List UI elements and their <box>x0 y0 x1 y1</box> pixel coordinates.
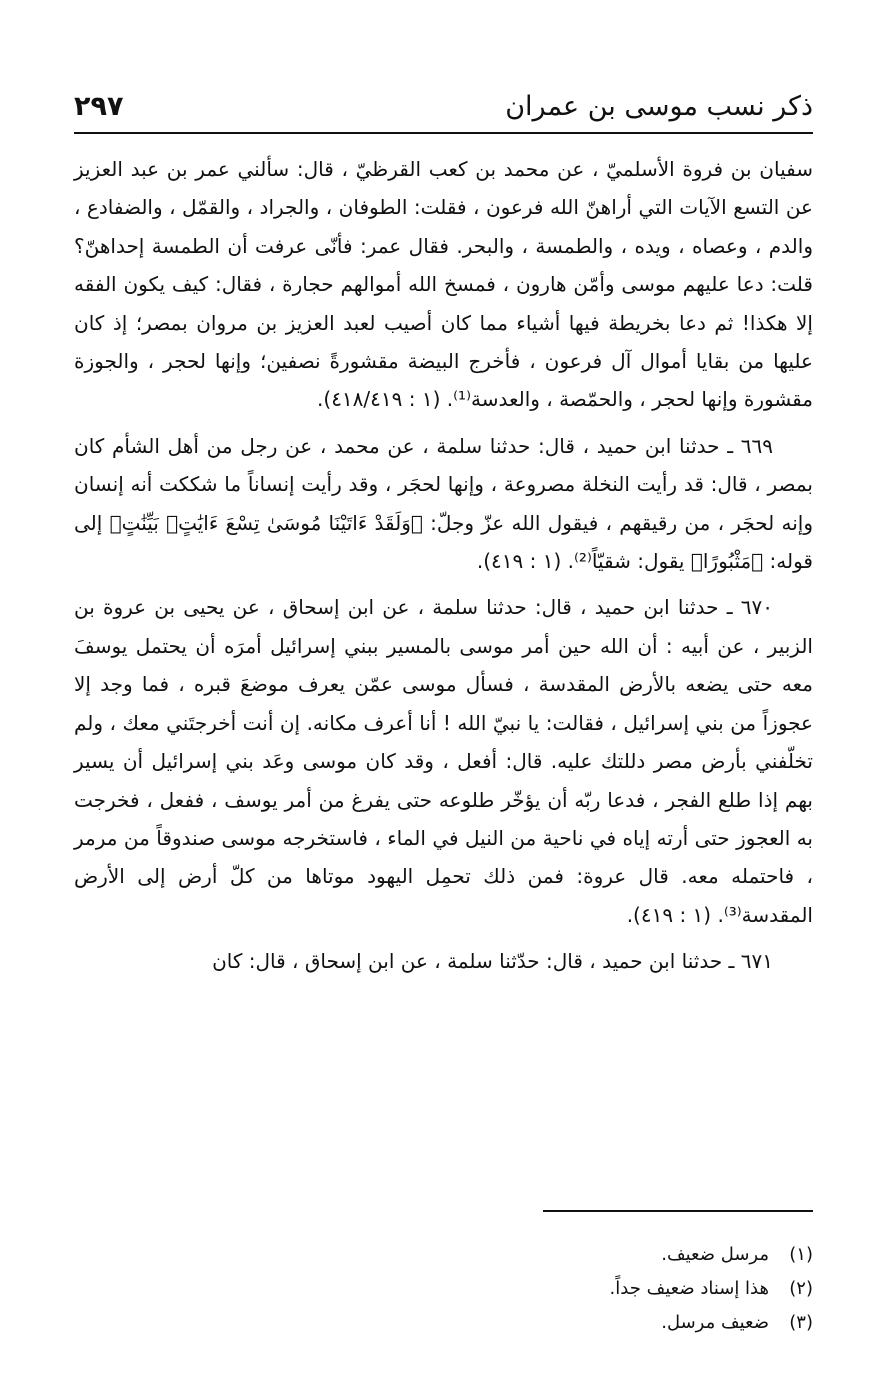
footnote-text: هذا إسناد ضعيف جداً. <box>609 1278 769 1299</box>
footnote-number: (٢) <box>789 1278 813 1299</box>
footnote-item <box>74 1272 813 1306</box>
footnote-divider <box>543 1210 813 1212</box>
footnote-list <box>74 1238 813 1340</box>
footnote-number: (١) <box>789 1244 813 1265</box>
footnote-text: ضعيف مرسل. <box>661 1312 769 1333</box>
footnote-item <box>74 1238 813 1272</box>
paragraph-670: ٦٧٠ ـ حدثنا ابن حميد ، قال: حدثنا سلمة ، عن ابن إسحاق ، عن يحيى بن عروة بن الزبير ، عن أبيه : أن الله حين أمر موسى بالمسير ببني إسرائيل أمرَه أن يحتمل يوسفَ معه حتى يضعه بالأرض المقدسة ، فسأل موسى عمّن يعرف موضعَ قبره ، فما وجد إلا عجوزاً من بني إسرائيل ، فقالت: يا نبيّ الله ! أنا أعرف مكانه. إن أنت أخرجتَني معك ، ولم تخلّفني بأرض مصر دللتك عليه. قال: أفعل ، وقد كان موسى وعَد بني إسرائيل أن يسير بهم إذا طلع الفجر ، فدعا ربّه أن يؤخّر طلوعه حتى يفرغ من أمر يوسف ، ففعل ، فخرجت به العجوز حتى أرته إياه في ناحية من النيل في الماء ، فاستخرجه موسى صندوقاً من مرمر ، فاحتمله معه. قال عروة: فمن ذلك تحمِل اليهود موتاها من كلّ أرض إلى الأرض المقدسة⁽³⁾. (١ : ٤١٩). <box>74 595 813 927</box>
footnote-text: مرسل ضعيف. <box>661 1244 769 1265</box>
paragraph-continuation: سفيان بن فروة الأسلميّ ، عن محمد بن كعب القرظيّ ، قال: سألني عمر بن عبد العزيز عن التسع الآيات التي أراهنّ الله فرعون ، فقلت: الطوفان ، والجراد ، والقمّل ، والضفادع ، والدم ، وعصاه ، ويده ، والطمسة ، والبحر. فقال عمر: فأنّى عرفت أن الطمسة إحداهنّ؟ قلت: دعا عليهم موسى وأمّن هارون ، فمسخ الله أموالهم حجارة ، فقال: كيف يكون الفقه إلا هكذا! ثم دعا بخريطة فيها أشياء مما كان أصيب لعبد العزيز بن مروان بمصر؛ إذ كان عليها من بقايا أموال آل فرعون ، فأخرج البيضة مقشورةً نصفين؛ وإنها لحجر ، والجوزة مقشورة وإنها لحجر ، والحمّصة ، والعدسة⁽¹⁾. (١ : ٤١٨/٤١٩). <box>74 157 813 412</box>
footnotes <box>74 1210 813 1340</box>
paragraph-669: ٦٦٩ ـ حدثنا ابن حميد ، قال: حدثنا سلمة ، عن محمد ، عن رجل من أهل الشأم كان بمصر ، قال: قد رأيت النخلة مصروعة ، وإنها لحجَر ، وقد رأيت إنساناً ما شككت أنه إنسان وإنه لحجَر ، من رقيقهم ، فيقول الله عزّ وجلّ: ﴿وَلَقَدْ ءَاتَيْنَا مُوسَىٰ تِسْعَ ءَايَٰتٍۭ بَيِّنَٰتٍ﴾ إلى قوله: ﴿مَثْبُورًا﴾ يقول: شقيّاً⁽²⁾. (١ : ٤١٩). <box>74 433 813 574</box>
footnote-number: (٣) <box>789 1312 813 1333</box>
paragraph-671: ٦٧١ ـ حدثنا ابن حميد ، قال: حدّثنا سلمة ، عن ابن إسحاق ، قال: كان <box>212 949 773 974</box>
footnote-item <box>74 1306 813 1340</box>
page-header <box>74 86 813 134</box>
running-title: ذكر نسب موسى بن عمران <box>505 91 813 122</box>
main-text <box>74 150 813 981</box>
page-number: ٢٩٧ <box>74 91 124 122</box>
